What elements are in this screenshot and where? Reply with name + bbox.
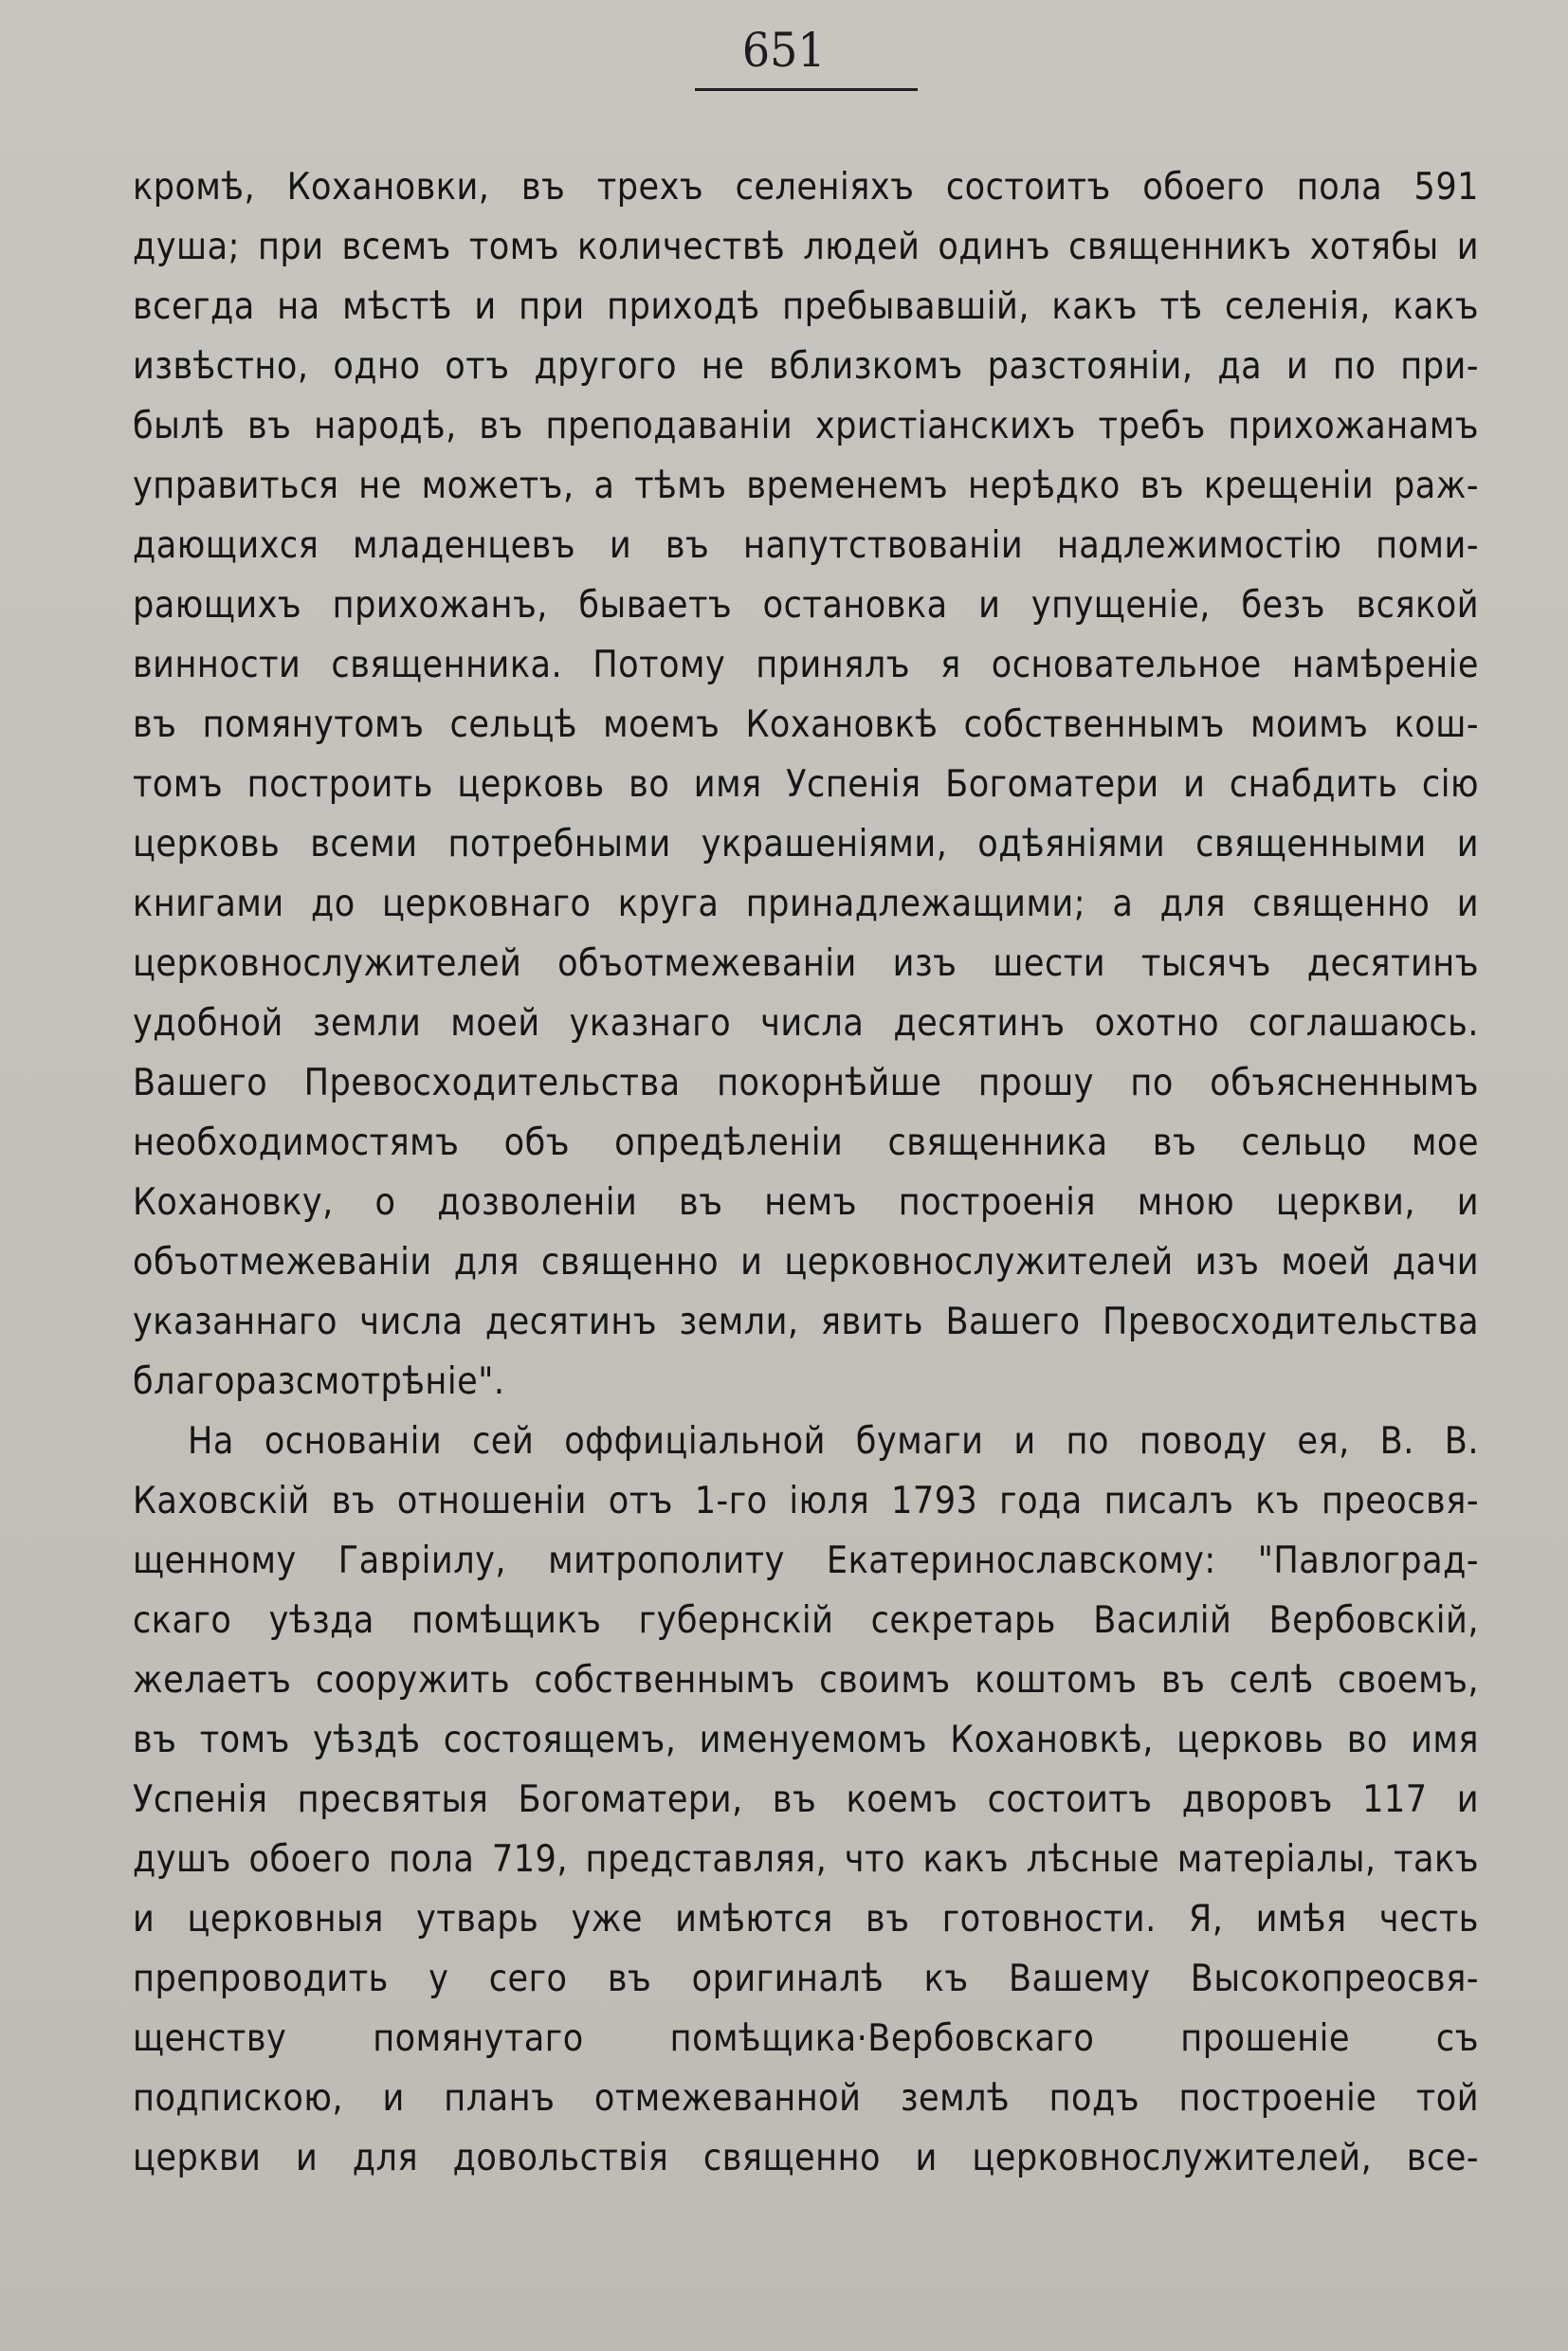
text-line: щенству помянутаго помѣщика·Вербовскаго прошеніе съ	[133, 2017, 1479, 2060]
text-line: щенному Гавріилу, митрополиту Екатеринославскому: "Павлоград-	[133, 1540, 1479, 1582]
text-line: томъ построить церковь во имя Успенія Богоматери и снабдить сію	[133, 763, 1479, 806]
text-line: душъ обоего пола 719, представляя, что какъ лѣсные матеріалы, такъ	[133, 1838, 1479, 1881]
text-line: скаго уѣзда помѣщикъ губернскій секретарь Василій Вербовскій,	[133, 1599, 1479, 1642]
text-line: указаннаго числа десятинъ земли, явить Вашего Превосходительства	[133, 1301, 1479, 1343]
text-line: и церковныя утварь уже имѣются въ готовности. Я, имѣя честь	[133, 1898, 1479, 1941]
text-line: На основаніи сей оффиціальной бумаги и по поводу ея, В. В.	[188, 1420, 1479, 1463]
text-line: Кохановку, о дозволеніи въ немъ построенія мною церкви, и	[133, 1181, 1479, 1224]
text-line: желаетъ соорyжить собственнымъ своимъ коштомъ въ селѣ своемъ,	[133, 1659, 1479, 1702]
text-line: удобной земли моей указнаго числа десятинъ охотно соглашаюсь.	[133, 1002, 1479, 1045]
text-line: кромѣ, Кохановки, въ трехъ селеніяхъ состоитъ обоего пола 591	[133, 166, 1479, 209]
text-line: подпискою, и планъ отмежеванной землѣ подъ построеніе той	[133, 2077, 1479, 2120]
text-line: Вашего Превосходительства покорнѣйше прошу по объясненнымъ	[133, 1062, 1479, 1104]
text-line: всегда на мѣстѣ и при приходѣ пребывавшій, какъ тѣ селенія, какъ	[133, 285, 1479, 328]
text-line: необходимостямъ объ опредѣленіи священника въ сельцо мое	[133, 1121, 1479, 1164]
text-line: церковнослужителей объотмежеваніи изъ шести тысячъ десятинъ	[133, 942, 1479, 985]
page-header	[0, 23, 1568, 83]
text-line: душа; при всемъ томъ количествѣ людей одинъ священникъ хотябы и	[133, 226, 1479, 268]
text-line: въ помянутомъ сельцѣ моемъ Кохановкѣ собственнымъ моимъ кош-	[133, 703, 1479, 746]
page-number: 651	[742, 23, 826, 78]
text-line: дающихся младенцевъ и въ напутствованіи надлежимостію поми-	[133, 524, 1479, 567]
body-text	[133, 166, 1479, 2196]
text-line: винности священника. Потому принялъ я основательное намѣреніе	[133, 644, 1479, 686]
text-line: церкви и для довольствія священно и церковнослужителей, все-	[133, 2137, 1479, 2179]
text-line: извѣстно, одно отъ другого не вблизкомъ разстояніи, да и по при-	[133, 345, 1479, 388]
header-rule	[695, 88, 918, 91]
text-line: объотмежеваніи для священно и церковнослужителей изъ моей дачи	[133, 1241, 1479, 1284]
text-line: препроводить у сего въ оригиналѣ къ Вашему Высокопреосвя-	[133, 1958, 1479, 2000]
text-line: въ томъ уѣздѣ состоящемъ, именуемомъ Кохановкѣ, церковь во имя	[133, 1719, 1479, 1761]
text-line: управиться не можетъ, а тѣмъ временемъ нерѣдко въ крещеніи раж-	[133, 465, 1479, 507]
text-line: Каховскій въ отношеніи отъ 1-го іюля 1793 года писалъ къ преосвя-	[133, 1480, 1479, 1522]
text-line: рающихъ прихожанъ, бываетъ остановка и упущеніе, безъ всякой	[133, 584, 1479, 627]
text-line: былѣ въ народѣ, въ преподаваніи христіанскихъ требъ прихожанамъ	[133, 405, 1479, 447]
text-line: Успенія пресвятыя Богоматери, въ коемъ состоитъ дворовъ 117 и	[133, 1778, 1479, 1821]
text-line: церковь всеми потребными украшеніями, одѣяніями священными и	[133, 823, 1479, 866]
text-line: книгами до церковнаго круга принадлежащими; а для священно и	[133, 883, 1479, 925]
text-line: благоразсмотрѣніе".	[133, 1360, 505, 1403]
